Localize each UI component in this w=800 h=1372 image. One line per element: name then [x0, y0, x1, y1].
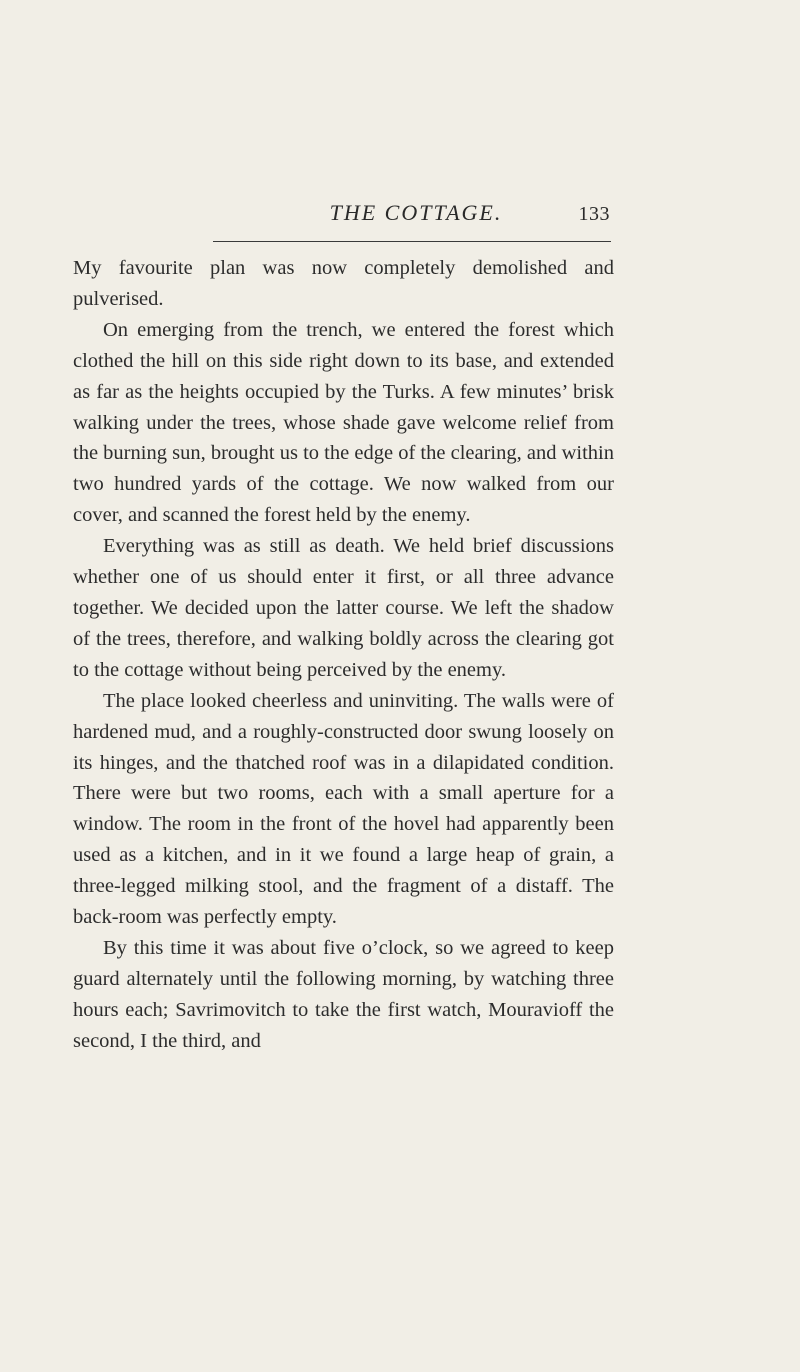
paragraph-2: On emerging from the trench, we entered the forest which clothed the hill on this side right down to its base, and extended as far as the heights occupied by the Turks. A few minutes’ brisk walking under the trees, whose shade gave welcome relief from the burning sun, brought us to the edge of the clearing, and within two hundred yards of the cottage. We now walked from our cover, and scanned the forest held by the enemy. — [73, 318, 614, 527]
running-head — [256, 200, 610, 236]
page-number: 133 — [578, 203, 610, 225]
paragraph-4: The place looked cheerless and uninviting. The walls were of hardened mud, and a roughly-constructed door swung loosely on its hinges, and the thatched roof was in a dilapidated condition. There were but two rooms, each with a small aperture for a window. The room in the front of the hovel had apparently been used as a kitchen, and in it we found a large heap of grain, a three-legged milking stool, and the fragment of a distaff. The back-room was perfectly empty. — [73, 689, 614, 929]
paragraph-3: Everything was as still as death. We held brief discussions whether one of us should enter it first, or all three advance together. We decided upon the latter course. We left the shadow of the trees, therefore, and walking boldly across the clearing got to the cottage without being perceived by the enemy. — [73, 535, 614, 681]
running-title: THE COTTAGE. — [329, 200, 503, 225]
paragraph-1: My favourite plan was now completely demolished and pulverised. — [73, 257, 614, 310]
paragraph-5: By this time it was about five o’clock, so we agreed to keep guard alternately until the following morning, by watching three hours each; Savrimovitch to take the first watch, Mouravioff the second, I the third, and — [73, 936, 614, 1052]
body-text — [73, 253, 614, 1057]
header-rule — [213, 241, 611, 242]
